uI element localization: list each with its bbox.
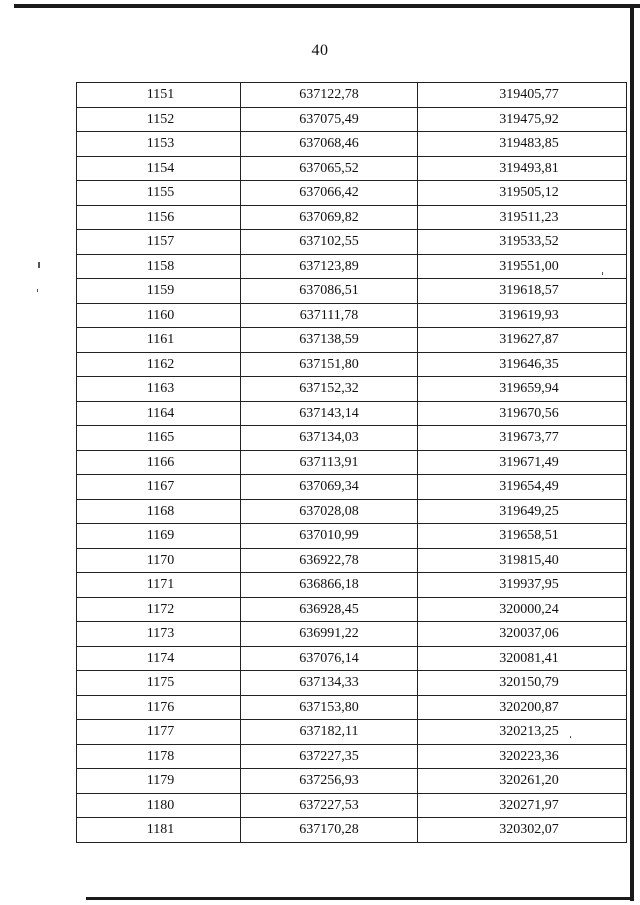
coordinates-table [76,82,627,843]
table-row [77,83,627,108]
x-coordinate-cell: 637068,46 [241,132,418,157]
x-coordinate-cell: 637152,32 [241,377,418,402]
table-row [77,524,627,549]
table-row [77,181,627,206]
table-row [77,401,627,426]
point-number-cell: 1177 [77,720,241,745]
table-row [77,377,627,402]
table-row [77,548,627,573]
scan-speck [37,289,38,292]
scan-border-top [14,4,640,8]
table-row [77,475,627,500]
y-coordinate-cell: 319533,52 [418,230,627,255]
point-number-cell: 1160 [77,303,241,328]
point-number-cell: 1166 [77,450,241,475]
x-coordinate-cell: 637170,28 [241,818,418,843]
table-row [77,720,627,745]
point-number-cell: 1179 [77,769,241,794]
x-coordinate-cell: 636991,22 [241,622,418,647]
x-coordinate-cell: 637182,11 [241,720,418,745]
y-coordinate-cell: 319511,23 [418,205,627,230]
point-number-cell: 1153 [77,132,241,157]
x-coordinate-cell: 637075,49 [241,107,418,132]
point-number-cell: 1161 [77,328,241,353]
x-coordinate-cell: 637102,55 [241,230,418,255]
table-row [77,450,627,475]
scan-border-bottom [86,897,634,900]
table-row [77,818,627,843]
point-number-cell: 1158 [77,254,241,279]
table-row [77,107,627,132]
point-number-cell: 1165 [77,426,241,451]
y-coordinate-cell: 319627,87 [418,328,627,353]
point-number-cell: 1180 [77,793,241,818]
y-coordinate-cell: 319646,35 [418,352,627,377]
table-row [77,671,627,696]
x-coordinate-cell: 637134,03 [241,426,418,451]
table-row [77,622,627,647]
x-coordinate-cell: 637111,78 [241,303,418,328]
table-row [77,793,627,818]
table-row [77,744,627,769]
y-coordinate-cell: 320302,07 [418,818,627,843]
y-coordinate-cell: 319673,77 [418,426,627,451]
x-coordinate-cell: 637138,59 [241,328,418,353]
table-row [77,254,627,279]
x-coordinate-cell: 637066,42 [241,181,418,206]
table-row [77,426,627,451]
y-coordinate-cell: 319618,57 [418,279,627,304]
table-row [77,695,627,720]
x-coordinate-cell: 637134,33 [241,671,418,696]
table-row [77,597,627,622]
x-coordinate-cell: 637028,08 [241,499,418,524]
x-coordinate-cell: 637069,82 [241,205,418,230]
point-number-cell: 1170 [77,548,241,573]
y-coordinate-cell: 319483,85 [418,132,627,157]
point-number-cell: 1156 [77,205,241,230]
x-coordinate-cell: 637227,35 [241,744,418,769]
y-coordinate-cell: 319551,00 [418,254,627,279]
point-number-cell: 1155 [77,181,241,206]
y-coordinate-cell: 320000,24 [418,597,627,622]
point-number-cell: 1159 [77,279,241,304]
y-coordinate-cell: 319658,51 [418,524,627,549]
x-coordinate-cell: 637151,80 [241,352,418,377]
point-number-cell: 1154 [77,156,241,181]
point-number-cell: 1151 [77,83,241,108]
y-coordinate-cell: 319505,12 [418,181,627,206]
y-coordinate-cell: 320213,25 [418,720,627,745]
y-coordinate-cell: 319493,81 [418,156,627,181]
table-row [77,352,627,377]
point-number-cell: 1181 [77,818,241,843]
table-row [77,573,627,598]
y-coordinate-cell: 320081,41 [418,646,627,671]
point-number-cell: 1168 [77,499,241,524]
table-row [77,328,627,353]
x-coordinate-cell: 637123,89 [241,254,418,279]
x-coordinate-cell: 637069,34 [241,475,418,500]
scan-speck [38,262,40,268]
y-coordinate-cell: 319619,93 [418,303,627,328]
point-number-cell: 1172 [77,597,241,622]
point-number-cell: 1176 [77,695,241,720]
y-coordinate-cell: 320150,79 [418,671,627,696]
x-coordinate-cell: 637010,99 [241,524,418,549]
coordinates-table-body [77,83,627,843]
y-coordinate-cell: 319475,92 [418,107,627,132]
point-number-cell: 1164 [77,401,241,426]
point-number-cell: 1171 [77,573,241,598]
y-coordinate-cell: 320200,87 [418,695,627,720]
point-number-cell: 1163 [77,377,241,402]
point-number-cell: 1157 [77,230,241,255]
table-row [77,156,627,181]
x-coordinate-cell: 637122,78 [241,83,418,108]
x-coordinate-cell: 637076,14 [241,646,418,671]
y-coordinate-cell: 319654,49 [418,475,627,500]
y-coordinate-cell: 319659,94 [418,377,627,402]
x-coordinate-cell: 636866,18 [241,573,418,598]
y-coordinate-cell: 319405,77 [418,83,627,108]
point-number-cell: 1167 [77,475,241,500]
x-coordinate-cell: 637153,80 [241,695,418,720]
y-coordinate-cell: 320037,06 [418,622,627,647]
table-row [77,279,627,304]
table-row [77,205,627,230]
table-row [77,499,627,524]
point-number-cell: 1152 [77,107,241,132]
y-coordinate-cell: 319649,25 [418,499,627,524]
x-coordinate-cell: 636922,78 [241,548,418,573]
x-coordinate-cell: 637086,51 [241,279,418,304]
point-number-cell: 1162 [77,352,241,377]
page-number: 40 [311,42,329,59]
y-coordinate-cell: 320261,20 [418,769,627,794]
point-number-cell: 1174 [77,646,241,671]
x-coordinate-cell: 637227,53 [241,793,418,818]
point-number-cell: 1178 [77,744,241,769]
table-row [77,646,627,671]
y-coordinate-cell: 319937,95 [418,573,627,598]
table-row [77,230,627,255]
y-coordinate-cell: 319815,40 [418,548,627,573]
y-coordinate-cell: 320271,97 [418,793,627,818]
x-coordinate-cell: 637113,91 [241,450,418,475]
y-coordinate-cell: 319671,49 [418,450,627,475]
point-number-cell: 1175 [77,671,241,696]
x-coordinate-cell: 636928,45 [241,597,418,622]
table-row [77,303,627,328]
x-coordinate-cell: 637143,14 [241,401,418,426]
point-number-cell: 1173 [77,622,241,647]
x-coordinate-cell: 637256,93 [241,769,418,794]
table-row [77,132,627,157]
x-coordinate-cell: 637065,52 [241,156,418,181]
scan-border-right [630,4,634,901]
table-row [77,769,627,794]
y-coordinate-cell: 319670,56 [418,401,627,426]
point-number-cell: 1169 [77,524,241,549]
y-coordinate-cell: 320223,36 [418,744,627,769]
